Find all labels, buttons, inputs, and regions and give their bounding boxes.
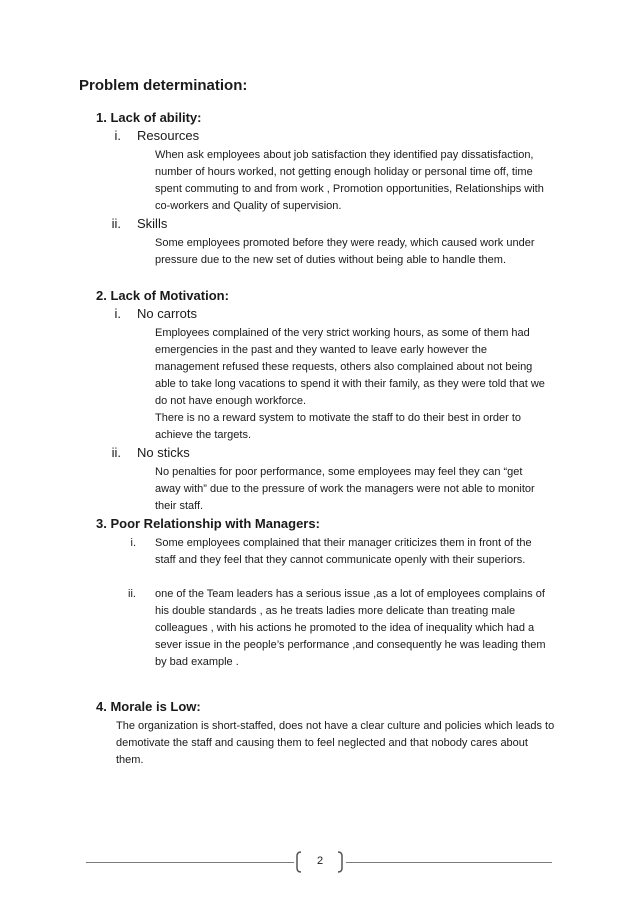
subheading-skills <box>84 216 167 231</box>
right-bracket-icon <box>337 851 343 873</box>
subheading-label: Resources <box>137 128 200 143</box>
section-heading-lack-of-ability: 1. Lack of ability: <box>96 110 202 125</box>
no-sticks-paragraph: No penalties for poor performance, some employees may feel they can “get away with” due to the pressure of work the managers were not able to monitor their staff. <box>155 466 535 512</box>
page-title: Problem determination: <box>79 77 248 94</box>
subheading-number: i. <box>114 306 121 321</box>
subheading-label: Skills <box>137 216 168 231</box>
no-carrots-paragraph: Employees complained of the very strict working hours, as some of them had emergencies in the past and they wanted to leave early however the management refused these requests, others also complained about not being able to take long vacations to spend it with their family, as they were told that we do not have enough workforce. <box>155 327 545 407</box>
footer-rule-right <box>346 862 552 863</box>
subheading-number: ii. <box>111 445 121 460</box>
page-number: 2 <box>316 855 324 867</box>
item-number: i. <box>130 537 136 549</box>
subheading-label: No carrots <box>137 306 197 321</box>
subheading-resources <box>84 128 199 143</box>
skills-paragraph: Some employees promoted before they were ready, which caused work under pressure due to the new set of duties without being able to handle them. <box>155 237 535 266</box>
item-number: ii. <box>128 588 136 600</box>
subheading-number: ii. <box>111 216 121 231</box>
relationship-item-2: one of the Team leaders has a serious issue ,as a lot of employees complains of his double standards , as he treats ladies more delicate than treating male colleagues , with his actions he promoted to the idea of inequality which had a sever issue in the people’s performance ,and consequently he was leading them by bad example . <box>155 588 546 668</box>
subheading-number: i. <box>114 128 121 143</box>
relationship-item-1: Some employees complained that their manager criticizes them in front of the staff and they feel that they cannot communicate openly with their superiors. <box>155 537 532 566</box>
section-heading-morale-is-low: 4. Morale is Low: <box>96 699 201 714</box>
subheading-no-sticks <box>84 445 190 460</box>
subheading-label: No sticks <box>137 445 190 460</box>
section-heading-lack-of-motivation: 2. Lack of Motivation: <box>96 288 229 303</box>
morale-paragraph: The organization is short-staffed, does not have a clear culture and policies which leads to demotivate the staff and causing them to feel neglected and that nobody cares about them. <box>116 720 555 766</box>
footer-rule-left <box>86 862 294 863</box>
resources-paragraph: When ask employees about job satisfaction they identified pay dissatisfaction, number of hours worked, not getting enough holiday or personal time off, time spent commuting to and from work , Promotion opportunities, Relationships with co-workers and Quality of supervision. <box>155 149 544 212</box>
left-bracket-icon <box>296 851 302 873</box>
subheading-no-carrots <box>84 306 197 321</box>
section-heading-poor-relationship: 3. Poor Relationship with Managers: <box>96 516 320 531</box>
no-carrots-paragraph-2: There is no a reward system to motivate the staff to do their best in order to achieve the targets. <box>155 412 522 441</box>
